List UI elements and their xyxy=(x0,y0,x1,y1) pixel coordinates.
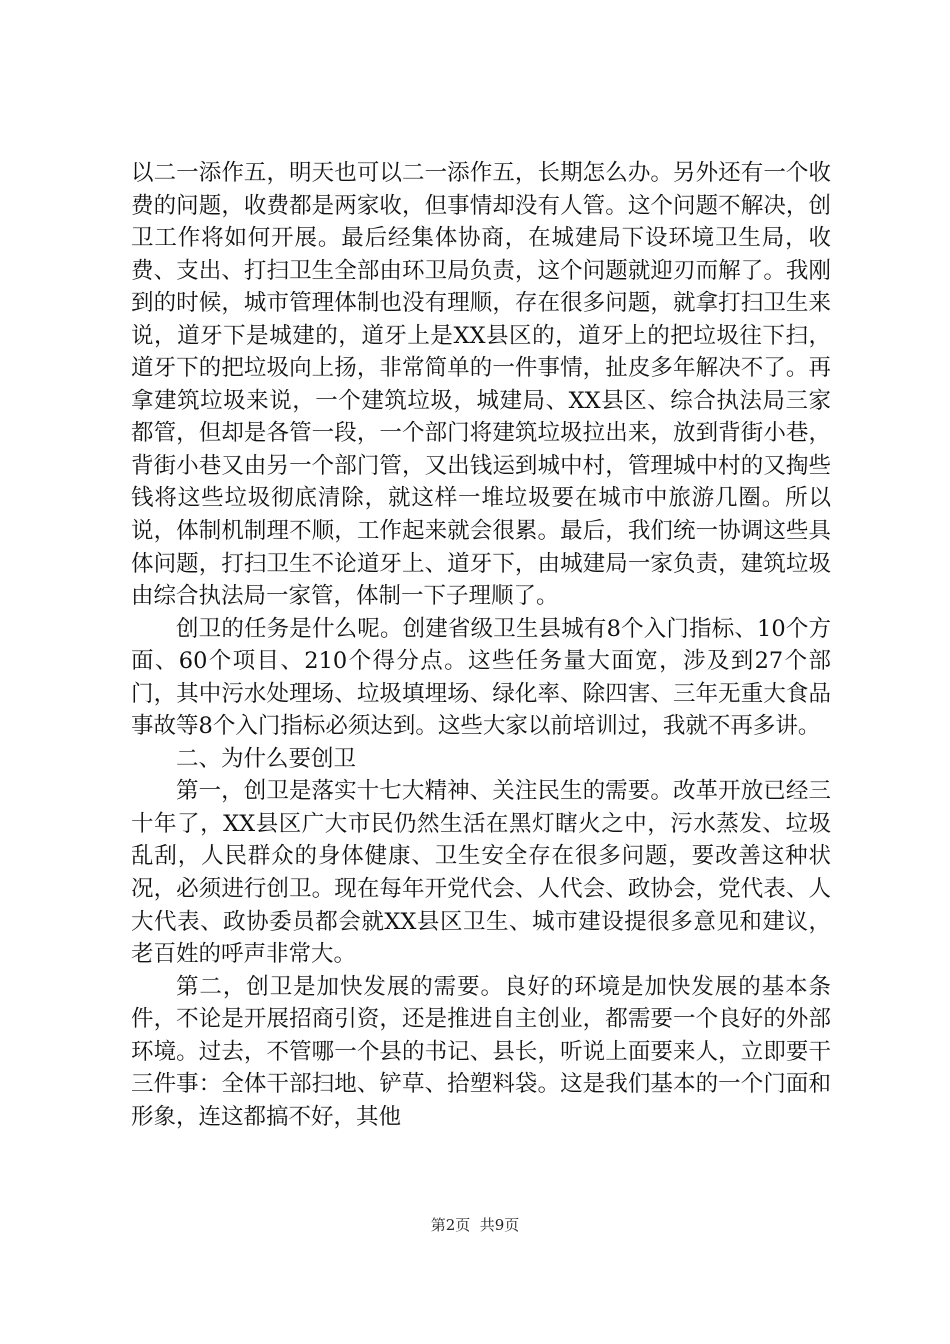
page-footer: 第2页 共9页 xyxy=(430,1216,520,1234)
paragraph-2: 创卫的任务是什么呢。创建省级卫生县城有8个入门指标、10个方面、60个项目、210个得分点。这些任务量大面宽，涉及到27个部门，其中污水处理场、垃圾填埋场、绿化率、除四害、三年无重大食品事故等8个入门指标必须达到。这些大家以前培训过，我就不再多讲。 xyxy=(131,615,831,740)
document-body xyxy=(131,157,831,1133)
paragraph-3: 第一，创卫是落实十七大精神、关注民生的需要。改革开放已经三十年了，XX县区广大市民仍然生活在黑灯瞎火之中，污水蒸发、垃圾乱刮，人民群众的身体健康、卫生安全存在很多问题，要改善这种状况，必须进行创卫。现在每年开党代会、人代会、政协会，党代表、人大代表、政协委员都会就XX县区卫生、城市建设提很多意见和建议，老百姓的呼声非常大。 xyxy=(131,778,831,968)
paragraph-1: 以二一添作五，明天也可以二一添作五，长期怎么办。另外还有一个收费的问题，收费都是两家收，但事情却没有人管。这个问题不解决，创卫工作将如何开展。最后经集体协商，在城建局下设环境卫生局，收费、支出、打扫卫生全部由环卫局负责，这个问题就迎刃而解了。我刚到的时候，城市管理体制也没有理顺，存在很多问题，就拿打扫卫生来说，道牙下是城建的，道牙上是XX县区的，道牙上的把垃圾往下扫，道牙下的把垃圾向上扬，非常简单的一件事情，扯皮多年解决不了。再拿建筑垃圾来说，一个建筑垃圾，城建局、XX县区、综合执法局三家都管，但却是各管一段，一个部门将建筑垃圾拉出来，放到背街小巷，背街小巷又由另一个部门管，又出钱运到城中村，管理城中村的又掏些钱将这些垃圾彻底清除，就这样一堆垃圾要在城市中旅游几圈。所以说，体制机制理不顺，工作起来就会很累。最后，我们统一协调这些具体问题，打扫卫生不论道牙上、道牙下，由城建局一家负责，建筑垃圾由综合执法局一家管，体制一下子理顺了。 xyxy=(131,160,831,610)
section-heading: 二、为什么要创卫 xyxy=(176,745,357,772)
paragraph-4: 第二，创卫是加快发展的需要。良好的环境是加快发展的基本条件，不论是开展招商引资，还是推进自主创业，都需要一个良好的外部环境。过去，不管哪一个县的书记、县长，听说上面要来人，立即要干三件事：全体干部扫地、铲草、拾塑料袋。这是我们基本的一个门面和形象，连这都搞不好，其他 xyxy=(131,973,831,1130)
